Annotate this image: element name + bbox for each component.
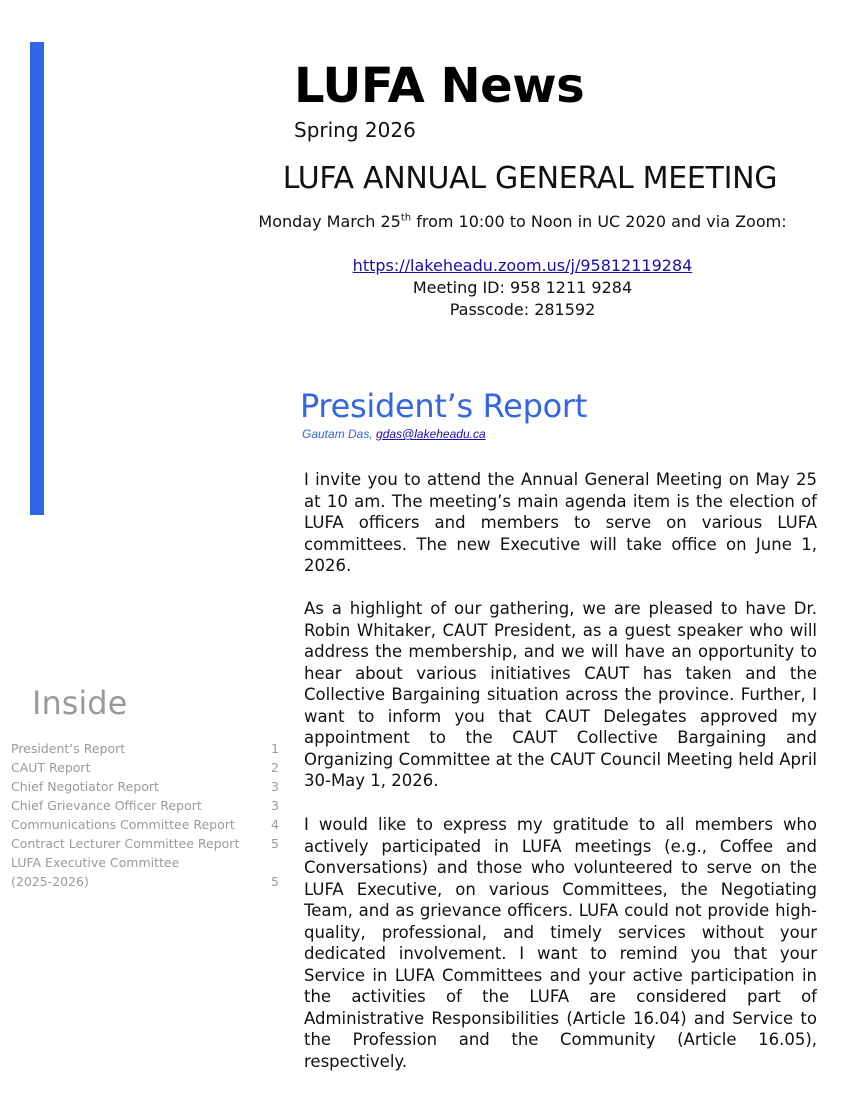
report-paragraph-2: As a highlight of our gathering, we are pleased to have Dr. Robin Whitaker, CAUT President, as a guest speaker who will address the membership, and we will have an opportunity to hear about various initiatives CAUT has taken and the Collective Bargaining situation across the province. Further, I want to inform you that CAUT Delegates approved my appointment to the CAUT Collective Bargaining and Organizing Committee at the CAUT Council Meeting held April 30-May 1, 2026. [304, 599, 817, 790]
report-paragraph-3: I would like to express my gratitude to all members who actively participated in LUFA meetings (e.g., Coffee and Conversations) and those who volunteered to serve on the LUFA Executive, on various Committees, the Negotiating Team, and as grievance officers. LUFA could not provide high-quality, professional, and timely services without your dedicated involvement. I want to remind you that your Service in LUFA Committees and your active participation in the activities of the LUFA are considered part of Administrative Responsibilities (Article 16.04) and Service to the Profession and the Community (Article 16.05), respectively. [304, 815, 817, 1071]
toc-item[interactable] [11, 758, 283, 777]
toc-page: 5 [271, 836, 279, 851]
toc-item[interactable] [11, 739, 283, 758]
toc-item[interactable] [11, 853, 283, 872]
agm-heading: LUFA ANNUAL GENERAL MEETING [282, 161, 778, 196]
accent-bar [30, 42, 44, 515]
toc-item[interactable] [11, 834, 283, 853]
newsletter-title: LUFA News [294, 58, 585, 114]
toc-label: CAUT Report [11, 760, 91, 775]
toc-page: 3 [271, 798, 279, 813]
byline [302, 427, 486, 441]
toc-label: Contract Lecturer Committee Report [11, 836, 240, 851]
toc-item[interactable] [11, 815, 283, 834]
agm-date-prefix: Monday March 25 [258, 212, 401, 231]
toc-label: Chief Grievance Officer Report [11, 798, 202, 813]
toc-label: Chief Negotiator Report [11, 779, 159, 794]
agm-time-location: from 10:00 to Noon in UC 2020 and via Zoom: [411, 212, 787, 231]
zoom-link[interactable]: https://lakeheadu.zoom.us/j/95812119284 [352, 256, 693, 275]
toc-item[interactable] [11, 777, 283, 796]
toc-page: 2 [271, 760, 279, 775]
toc-label: Communications Committee Report [11, 817, 235, 832]
section-title: President’s Report [300, 387, 587, 425]
issue-date: Spring 2026 [294, 118, 416, 142]
meeting-id: Meeting ID: 958 1211 9284 [412, 278, 633, 297]
author-email-link[interactable]: gdas@lakeheadu.ca [376, 427, 486, 441]
toc-page: 4 [271, 817, 279, 832]
table-of-contents [11, 739, 283, 891]
toc-label: President’s Report [11, 741, 126, 756]
agm-details [200, 212, 845, 231]
toc-page: 5 [271, 874, 279, 889]
toc-page: 1 [271, 741, 279, 756]
toc-label: LUFA Executive Committee [11, 855, 180, 870]
toc-page: 3 [271, 779, 279, 794]
agm-date-suffix: th [400, 212, 412, 224]
toc-label: (2025-2026) [11, 874, 89, 889]
author-name: Gautam Das, [302, 427, 377, 441]
toc-item[interactable] [11, 796, 283, 815]
report-paragraph-1: I invite you to attend the Annual General Meeting on May 25 at 10 am. The meeting’s main agenda item is the election of LUFA officers and members to serve on various LUFA committees. The new Executive will take office on June 1, 2026. [304, 470, 817, 575]
passcode: Passcode: 281592 [449, 300, 596, 319]
toc-page [271, 853, 283, 872]
inside-heading: Inside [32, 684, 128, 722]
toc-item[interactable] [11, 872, 283, 891]
